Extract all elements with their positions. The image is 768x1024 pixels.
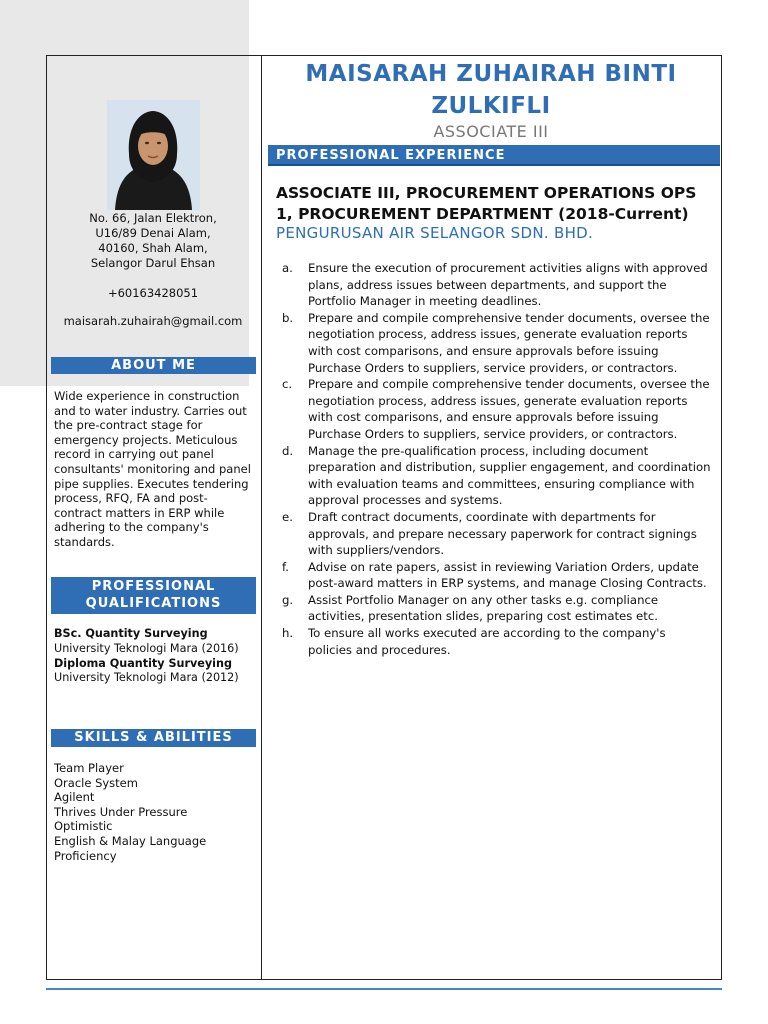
skill-item: English & Malay Language [54, 833, 207, 848]
bottom-rule [46, 988, 722, 990]
duty-marker: a. [282, 261, 293, 275]
duty-item [282, 509, 712, 559]
duty-text: Manage the pre-qualification process, including document preparation and distribution, supplier engagement, and coordination with evaluation teams and committees, ensuring compliance with approval processes and systems. [308, 443, 711, 508]
duty-marker: d. [282, 443, 294, 458]
degree-school: University Teknologi Mara (2012) [54, 671, 239, 685]
address [48, 211, 258, 271]
skills-heading: SKILLS & ABILITIES [51, 729, 256, 747]
skill-item: Thrives Under Pressure [54, 804, 188, 819]
candidate-position: ASSOCIATE III [433, 122, 549, 141]
duty-item [282, 376, 712, 442]
candidate-name: MAISARAH ZUHAIRAH BINTI ZULKIFLI [305, 61, 677, 119]
skill-item: Oracle System [54, 775, 138, 790]
company-name: PENGURUSAN AIR SELANGOR SDN. BHD. [276, 224, 594, 242]
skill-item: Agilent [54, 790, 95, 805]
duty-item [282, 443, 712, 509]
duty-text: Ensure the execution of procurement activities aligns with approved plans, address issues between departments, and support the Portfolio Manager in meeting deadlines. [308, 261, 708, 309]
duty-text: Assist Portfolio Manager on any other tasks e.g. compliance activities, presentation slides, preparing cost estimates etc. [308, 592, 659, 624]
duty-marker: h. [282, 626, 294, 641]
duty-item [282, 625, 712, 658]
qualifications-heading [51, 577, 256, 614]
degree-name: BSc. Quantity Surveying [54, 627, 208, 640]
about-me-text: Wide experience in construction and to water industry. Carries out the pre-contract stage for emergency projects. Meticulous record in carrying out panel consultants' monitoring and panel pipe supplies. Executes tendering process, RFQ, FA and post-contract matters in ERP while adhering to the company's standards. [54, 389, 251, 549]
degree-school: University Teknologi Mara (2016) [54, 641, 239, 655]
address-line: U16/89 Denai Alam, [95, 226, 211, 240]
duty-text: Draft contract documents, coordinate with departments for approvals, and prepare necessary paperwork for contract signings with suppliers/vendors. [308, 509, 697, 558]
profile-photo [107, 100, 200, 210]
email-address: maisarah.zuhairah@gmail.com [63, 314, 243, 328]
duty-marker: e. [282, 509, 293, 524]
job-title: ASSOCIATE III, PROCUREMENT OPERATIONS OPS 1, PROCUREMENT DEPARTMENT (2018-Current) [276, 184, 697, 223]
qualifications-list [54, 627, 259, 686]
address-line: 40160, Shah Alam, [98, 241, 208, 255]
skill-item: Optimistic [54, 819, 113, 834]
duties-list [282, 260, 712, 658]
duty-marker: f. [282, 559, 289, 574]
address-line: Selangor Darul Ehsan [90, 256, 216, 270]
duty-text: To ensure all works executed are according to the company's policies and procedures. [308, 626, 666, 657]
duty-item [282, 559, 712, 592]
about-me-heading: ABOUT ME [51, 357, 256, 374]
duty-marker: c. [282, 377, 293, 392]
duty-text: Prepare and compile comprehensive tender documents, oversee the negotiation process, address issues, generate evaluation reports with cost comparisons, and ensure approvals before issuing Purchase Orders to suppliers, service providers, or contractors. [308, 377, 710, 441]
address-line: No. 66, Jalan Elektron, [89, 211, 217, 225]
skill-item: Proficiency [54, 848, 117, 863]
skills-list [54, 761, 254, 863]
duty-text: Prepare and compile comprehensive tender documents, oversee the negotiation process, address issues, generate evaluation reports with cost comparisons, and ensure approvals before issuing Purchase Orders to suppliers, service providers, or contractors. [308, 310, 710, 375]
qualifications-heading-line: PROFESSIONAL [91, 579, 216, 594]
qualifications-heading-line: QUALIFICATIONS [85, 596, 222, 611]
duty-item [282, 260, 712, 310]
duty-marker: b. [282, 310, 294, 325]
phone-number: +60163428051 [107, 286, 199, 300]
skill-item: Team Player [54, 761, 124, 775]
experience-heading: PROFESSIONAL EXPERIENCE [268, 145, 720, 166]
duty-item [282, 310, 712, 376]
column-divider [261, 55, 262, 979]
duty-marker: g. [282, 592, 294, 607]
duty-item [282, 592, 712, 625]
duty-text: Advise on rate papers, assist in reviewing Variation Orders, update post-award matters in ERP systems, and manage Closing Contracts. [308, 559, 707, 591]
degree-name: Diploma Quantity Surveying [54, 656, 232, 670]
